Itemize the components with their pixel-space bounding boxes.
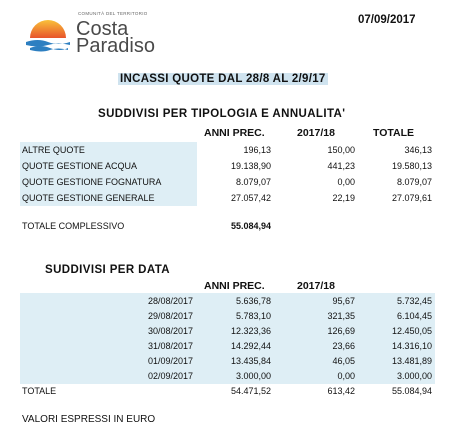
type-row-total: 346,13 bbox=[404, 145, 432, 155]
date-row-prev: 14.292,44 bbox=[230, 341, 271, 351]
section-type-heading: SUDDIVISI PER TIPOLOGIA E ANNUALITA' bbox=[98, 108, 346, 120]
grand-total-label: TOTALE COMPLESSIVO bbox=[22, 221, 125, 231]
type-row-curr: 22,19 bbox=[332, 193, 355, 203]
type-row-curr: 150,00 bbox=[327, 145, 355, 155]
date-col-header-curr: 2017/18 bbox=[297, 280, 335, 292]
date-row-total: 12.450,05 bbox=[391, 326, 432, 336]
type-row-label: QUOTE GESTIONE FOGNATURA bbox=[22, 177, 162, 187]
type-row-curr: 441,23 bbox=[327, 161, 355, 171]
logo-word-costa: Costa bbox=[76, 18, 129, 40]
document-title: INCASSI QUOTE DAL 28/8 AL 2/9/17 bbox=[120, 73, 326, 85]
logo-sun-icon bbox=[24, 12, 72, 56]
date-row-date: 01/09/2017 bbox=[147, 356, 193, 366]
type-row-label: QUOTE GESTIONE GENERALE bbox=[22, 193, 155, 203]
section-date-heading: SUDDIVISI PER DATA bbox=[45, 264, 170, 276]
col-header-total: TOTALE bbox=[373, 127, 415, 139]
date-row-date: 29/08/2017 bbox=[147, 311, 193, 321]
date-row-total: 6.104,45 bbox=[396, 311, 432, 321]
date-row-total: 13.481,89 bbox=[391, 356, 432, 366]
date-row-prev: 5.636,78 bbox=[235, 296, 271, 306]
type-row-total: 19.580,13 bbox=[391, 161, 432, 171]
type-row-label: ALTRE QUOTE bbox=[22, 145, 85, 155]
type-row-total: 27.079,61 bbox=[391, 193, 432, 203]
type-row-prev: 196,13 bbox=[243, 145, 271, 155]
type-row-prev: 19.138,90 bbox=[230, 161, 271, 171]
logo-subtitle: COMUNITÀ DEL TERRITORIO bbox=[78, 11, 148, 16]
date-row-curr: 321,35 bbox=[327, 311, 355, 321]
col-header-curr: 2017/18 bbox=[297, 127, 335, 139]
document-date: 07/09/2017 bbox=[358, 14, 416, 26]
date-row-prev: 13.435,84 bbox=[230, 356, 271, 366]
date-row-curr: 126,69 bbox=[327, 326, 355, 336]
date-row-date: 31/08/2017 bbox=[147, 341, 193, 351]
grand-total-value: 55.084,94 bbox=[230, 221, 271, 231]
date-row-date: 28/08/2017 bbox=[147, 296, 193, 306]
footer-note: VALORI ESPRESSI IN EURO bbox=[22, 414, 156, 425]
date-row-total: 5.732,45 bbox=[396, 296, 432, 306]
date-total-label: TOTALE bbox=[22, 386, 57, 396]
date-row-prev: 12.323,36 bbox=[230, 326, 271, 336]
date-row-total: 14.316,10 bbox=[391, 341, 432, 351]
type-row-prev: 27.057,42 bbox=[230, 193, 271, 203]
date-total-prev: 54.471,52 bbox=[230, 386, 271, 396]
date-total-curr: 613,42 bbox=[327, 386, 355, 396]
date-row-prev: 5.783,10 bbox=[235, 311, 271, 321]
date-row-date: 30/08/2017 bbox=[147, 326, 193, 336]
type-row-total: 8.079,07 bbox=[396, 177, 432, 187]
date-row-curr: 95,67 bbox=[332, 296, 355, 306]
date-row-curr: 23,66 bbox=[332, 341, 355, 351]
date-row-prev: 3.000,00 bbox=[235, 371, 271, 381]
date-col-header-prev: ANNI PREC. bbox=[204, 280, 265, 292]
col-header-prev: ANNI PREC. bbox=[204, 127, 265, 139]
type-row-prev: 8.079,07 bbox=[235, 177, 271, 187]
date-row-curr: 0,00 bbox=[337, 371, 355, 381]
date-total-total: 55.084,94 bbox=[391, 386, 432, 396]
type-row-label: QUOTE GESTIONE ACQUA bbox=[22, 161, 138, 171]
date-row-curr: 46,05 bbox=[332, 356, 355, 366]
logo-word-paradiso: Paradiso bbox=[76, 35, 155, 57]
date-row-total: 3.000,00 bbox=[396, 371, 432, 381]
date-row-date: 02/09/2017 bbox=[147, 371, 193, 381]
type-row-curr: 0,00 bbox=[337, 177, 355, 187]
